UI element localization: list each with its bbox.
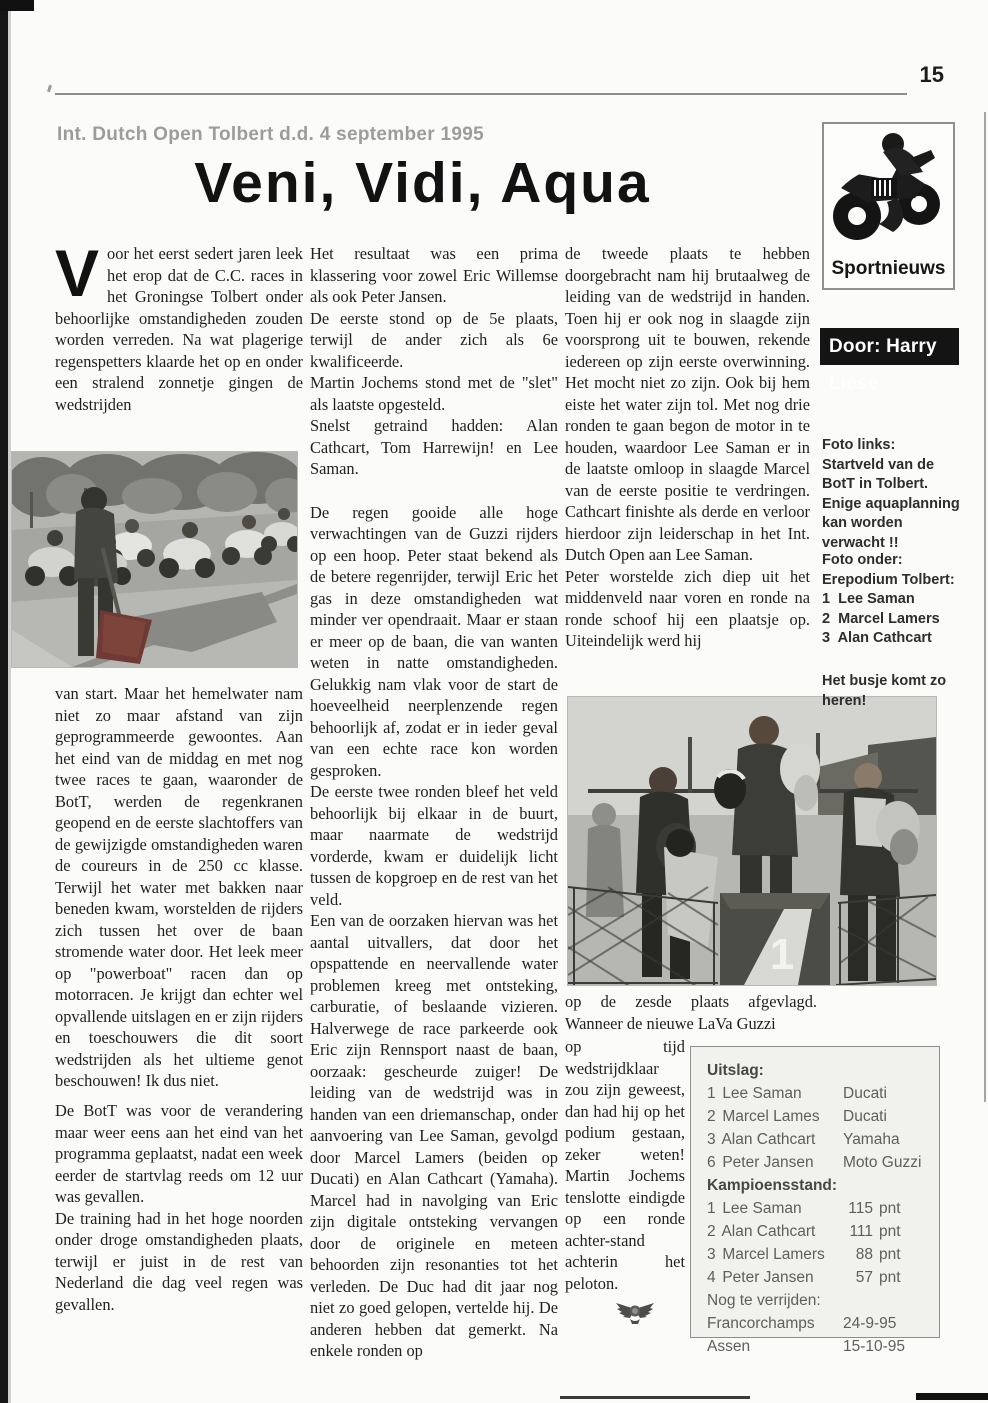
podium-box	[720, 893, 830, 985]
sportnieuws-motorcycle-icon	[827, 128, 950, 246]
upcoming-heading: Nog te verrijden:	[707, 1292, 821, 1309]
standings-row: 2 Alan Cathcart 111 pnt	[707, 1223, 901, 1240]
start-grid-photo	[12, 452, 297, 667]
article-kicker: Int. Dutch Open Tolbert d.d. 4 september 1995	[57, 124, 484, 145]
body-paragraph: op tijd wedstrijdklaar zou zijn geweest, dan had hij op het podium gestaan, zeker weten! Martin Jochems tenslotte eindigde op een ronde achter-stand achterin het peloton.	[565, 1037, 685, 1293]
body-paragraph: De BotT was voor de verandering maar weer eens aan het eind van het programma geplaatst, nadat een week eerder de startvlag reeds om 12 uur was gevallen.	[55, 1101, 303, 1206]
sportnieuws-logo-box	[822, 122, 955, 290]
body-paragraph: van start. Maar het hemelwater nam niet zo maar afstand van zijn geprogrammeerde gewoontes. Aan het eind van de middag en met nog twee races te gaan, waaronder de BotT, werden de regenkranen geopend en de eerste slachtoffers van de gewijzigde omstandigheden waren de coureurs in de 250 cc klasse. Terwijl het water met bakken naar beneden kwam, worstelden de rijders zich tussen het over de baan stromende water door. Het leek meer op "powerboat" racen dan op motorracen. Je krijgt dan echter wel opvallende uitslagen en er zijn rijders en toeschouwers die dit soort wedstrijden als het ultieme genot beschouwen! Ik dus niet.	[55, 684, 303, 1090]
standings-row: 4 Peter Jansen 57 pnt	[707, 1269, 901, 1286]
body-paragraph: De regen gooide alle hoge verwachtingen van de Guzzi rijders op een hoop. Peter staat bekend als de betere regenrijder, terwijl Eric het gas in deze omstandigheden wat minder ver opendraait. Maar er staan er meer op de baan, die van wanten weten in natte omstandigheden. Gelukkig nam vlak voor de start de hoeveelheid neerplenzende regen behoorlijk af, zodat er in ieder geval van een echte race kon worden gesproken.	[310, 502, 558, 780]
lead-paragraph: Voor het eerst sedert jaren leek het erop dat de C.C. races in het Groningse Tolbert onder behoorlijke omstandigheden zouden worden verreden. Na wat plagerige regenspetters klaarde het op en onder een stralend zonnetje gingen de wedstrijden	[55, 236, 303, 414]
drop-cap: V	[55, 236, 100, 310]
byline-box: Door: Harry Liese	[820, 328, 959, 365]
sportnieuws-label: Sportnieuws	[831, 258, 946, 279]
caption-body: Startveld van de BotT in Tolbert. Enige aquaplanning kan worden verwacht !!	[822, 456, 960, 551]
bottom-scan-mark	[916, 1393, 988, 1400]
results-heading: Uitslag:	[707, 1062, 764, 1079]
bottom-scan-line	[560, 1396, 750, 1399]
column1-body	[55, 683, 303, 1092]
caption-bottom-photo	[822, 551, 960, 649]
result-row: 3 Alan Cathcart Yamaha	[707, 1131, 900, 1148]
body-paragraph: op de zesde plaats afgevlagd. Wanneer de nieuwe LaVa Guzzi	[565, 992, 817, 1033]
caption-subtitle: Erepodium Tolbert:	[822, 571, 955, 588]
column3-narrow	[565, 1036, 685, 1294]
header-rule	[55, 93, 907, 95]
body-paragraph: de tweede plaats te hebben doorgebracht nam hij brutaalweg de leiding van de wedstrijd in handen. Toen hij er ook nog in slaagde zijn voorsprong uit te bouwen, rekende iedereen op zijn eerste overwinning. Het mocht niet zo zijn. Ook bij hem eiste het water zijn tol. Met nog drie ronden te gaan begon de motor in te houden, waardoor Lee Saman er in de laatste omloop in slaagde Marcel van de eerste positie te verdringen. Cathcart finishte als derde en verloor hierdoor zijn leiderschap in het Int. Dutch Open aan Lee Saman.	[565, 244, 810, 564]
body-paragraph: Peter worstelde zich diep uit het middenveld naar voren en ronde na ronde schoof hij een plaatsje op. Uiteindelijk werd hij	[565, 566, 810, 650]
standings-row: 1 Lee Saman 115 pnt	[707, 1200, 901, 1217]
corner-scan-mark	[0, 0, 34, 11]
article-title: Veni, Vidi, Aqua	[194, 151, 651, 215]
page-binding-shadow	[8, 0, 11, 1403]
column3-continued	[565, 991, 817, 1034]
header-rule-tick	[47, 85, 52, 93]
upcoming-row: Assen 15-10-95	[707, 1338, 906, 1355]
page-edge-line	[984, 112, 986, 1102]
body-paragraph: De eerste twee ronden bleef het veld behoorlijk bij elkaar in de buurt, maar naarmate de wedstrijd vorderde, kwam er duidelijk licht tussen de kopgroep en de rest van het veld.	[310, 782, 558, 909]
column3	[565, 243, 810, 652]
column1-lead	[55, 236, 303, 415]
start-grid-photo-art	[12, 452, 297, 667]
podium-photo-art	[568, 697, 936, 985]
page-number: 15	[919, 62, 944, 87]
page-binding-bar	[0, 0, 8, 1403]
podium-list-item: 1 Lee Saman	[822, 591, 915, 607]
eagle-wings-icon	[614, 1299, 656, 1326]
body-paragraph: De training had in het hoge noorden onder droge omstandigheden plaats, terwijl er juist in de rest van Nederland die dag veel regen was gevallen.	[55, 1208, 303, 1314]
column2	[310, 243, 558, 1362]
upcoming-row: Francorchamps 24-9-95	[707, 1315, 897, 1332]
caption-closing-line: Het busje komt zo heren!	[822, 673, 947, 709]
result-row: 6 Peter Jansen Moto Guzzi	[707, 1154, 922, 1171]
result-row: 1 Lee Saman Ducati	[707, 1085, 887, 1102]
podium-list-item: 3 Alan Cathcart	[822, 630, 932, 646]
body-paragraph: De eerste stond op de 5e plaats, terwijl de ander zich als 6e kwalificeerde.	[310, 308, 558, 371]
svg-text:1: 1	[769, 930, 795, 979]
body-paragraph: Snelst getraind hadden: Alan Cathcart, Tom Harrewijn! en Lee Saman.	[310, 416, 558, 478]
standings-heading: Kampioensstand:	[707, 1177, 838, 1194]
caption-title: Foto onder:	[822, 552, 903, 568]
column1-tail	[55, 1100, 303, 1315]
standings-row: 3 Marcel Lamers 88 pnt	[707, 1246, 901, 1263]
result-row: 2 Marcel Lames Ducati	[707, 1108, 887, 1125]
body-paragraph: Een van de oorzaken hiervan was het aantal uitvallers, dat door het opspattende en neervallende water problemen kreeg met ontsteking, carburatie, of beslaande vizieren. Halverwege de race parkeerde ook Eric zijn Rennsport naast de baan, oorzaak: gescheurde zuiger! De leiding van de wedstrijd was in handen van een driemanschap, onder aanvoering van Lee Saman, gevolgd door Marcel Lamers (beiden op Ducati) en Alan Cathcart (Yamaha). Marcel had in navolging van Eric zijn digitale ontsteking vervangen door de originele en meteen behoorden zijn resonanties tot het verleden. De Duc had dit jaar nog niet zo goed gelopen, vertelde hij. De anderen hebben dat gemerkt. Na enkele ronden op	[310, 911, 558, 1360]
body-paragraph: Het resultaat was een prima klassering voor zowel Eric Willemse als ook Peter Jansen.	[310, 244, 558, 306]
caption-left-photo	[822, 436, 960, 553]
podium-list-item: 2 Marcel Lamers	[822, 610, 940, 627]
podium-photo	[568, 697, 936, 985]
body-paragraph: Martin Jochems stond met de "slet" als laatste opgesteld.	[310, 373, 558, 414]
caption-title: Foto links:	[822, 437, 896, 453]
results-box	[690, 1046, 940, 1355]
